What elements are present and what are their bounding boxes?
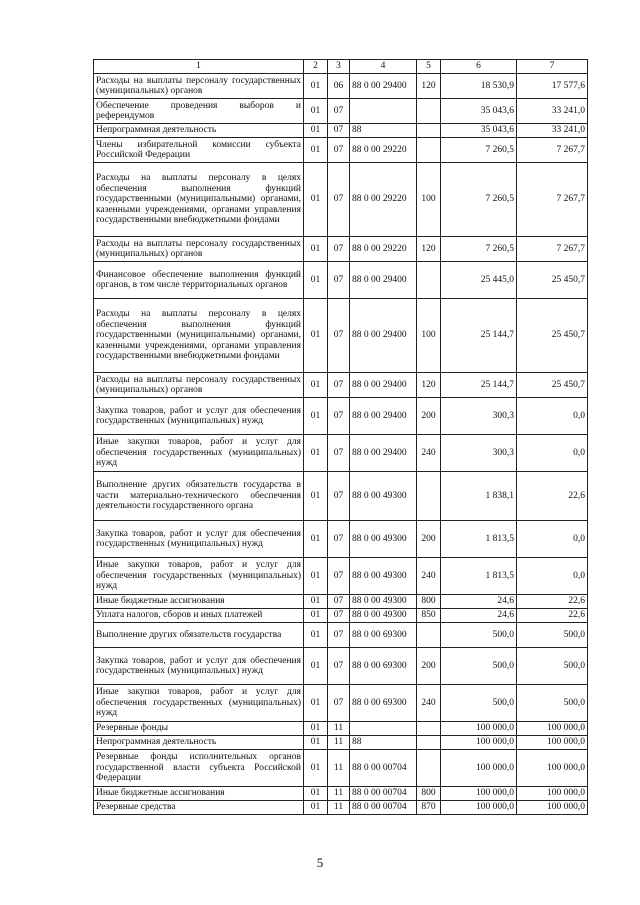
expense-type-code bbox=[417, 124, 441, 138]
amount-col7: 22,6 bbox=[517, 595, 588, 609]
expense-type-code: 120 bbox=[417, 373, 441, 398]
table-row bbox=[94, 163, 588, 237]
section-code: 01 bbox=[304, 138, 328, 163]
amount-col6: 100 000,0 bbox=[441, 787, 517, 801]
section-code: 01 bbox=[304, 648, 328, 685]
table-row bbox=[94, 623, 588, 648]
amount-col7: 500,0 bbox=[517, 623, 588, 648]
amount-col7: 100 000,0 bbox=[517, 801, 588, 815]
table-row bbox=[94, 262, 588, 299]
expense-type-code: 240 bbox=[417, 685, 441, 722]
amount-col7: 100 000,0 bbox=[517, 736, 588, 750]
amount-col6: 1 813,5 bbox=[441, 521, 517, 558]
target-article-code: 88 bbox=[350, 736, 417, 750]
expense-type-code: 200 bbox=[417, 648, 441, 685]
amount-col6: 25 144,7 bbox=[441, 299, 517, 373]
target-article-code: 88 0 00 29400 bbox=[350, 435, 417, 472]
section-code: 01 bbox=[304, 801, 328, 815]
row-name: Иные бюджетные ассигнования bbox=[94, 787, 304, 801]
amount-col6: 24,6 bbox=[441, 609, 517, 623]
row-name: Расходы на выплаты персоналу государственных (муниципальных) органов bbox=[94, 373, 304, 398]
subsection-code: 11 bbox=[328, 722, 350, 736]
amount-col7: 25 450,7 bbox=[517, 373, 588, 398]
table-row bbox=[94, 736, 588, 750]
amount-col7: 22,6 bbox=[517, 472, 588, 521]
column-header: 5 bbox=[417, 60, 441, 74]
table-row bbox=[94, 685, 588, 722]
target-article-code: 88 0 00 00704 bbox=[350, 750, 417, 787]
row-name: Расходы на выплаты персоналу государственных (муниципальных) органов bbox=[94, 237, 304, 262]
subsection-code: 07 bbox=[328, 648, 350, 685]
expense-type-code: 800 bbox=[417, 595, 441, 609]
target-article-code: 88 0 00 69300 bbox=[350, 648, 417, 685]
table-row bbox=[94, 74, 588, 99]
expense-type-code bbox=[417, 736, 441, 750]
section-code: 01 bbox=[304, 373, 328, 398]
subsection-code: 07 bbox=[328, 138, 350, 163]
expense-type-code bbox=[417, 623, 441, 648]
section-code: 01 bbox=[304, 685, 328, 722]
table-row bbox=[94, 299, 588, 373]
section-code: 01 bbox=[304, 237, 328, 262]
table-row bbox=[94, 787, 588, 801]
expense-type-code bbox=[417, 750, 441, 787]
amount-col7: 7 267,7 bbox=[517, 237, 588, 262]
target-article-code: 88 0 00 29400 bbox=[350, 299, 417, 373]
expense-type-code bbox=[417, 262, 441, 299]
amount-col6: 300,3 bbox=[441, 398, 517, 435]
target-article-code: 88 0 00 29220 bbox=[350, 237, 417, 262]
subsection-code: 07 bbox=[328, 623, 350, 648]
expense-type-code: 120 bbox=[417, 74, 441, 99]
amount-col6: 7 260,5 bbox=[441, 237, 517, 262]
row-name: Обеспечение проведения выборов и референдумов bbox=[94, 99, 304, 124]
section-code: 01 bbox=[304, 74, 328, 99]
target-article-code: 88 0 00 00704 bbox=[350, 787, 417, 801]
amount-col7: 100 000,0 bbox=[517, 722, 588, 736]
section-code: 01 bbox=[304, 163, 328, 237]
target-article-code: 88 0 00 29220 bbox=[350, 138, 417, 163]
section-code: 01 bbox=[304, 435, 328, 472]
table-row bbox=[94, 124, 588, 138]
subsection-code: 07 bbox=[328, 237, 350, 262]
table-row bbox=[94, 435, 588, 472]
section-code: 01 bbox=[304, 521, 328, 558]
subsection-code: 07 bbox=[328, 373, 350, 398]
row-name: Иные закупки товаров, работ и услуг для обеспечения государственных (муниципальных) нужд bbox=[94, 558, 304, 595]
target-article-code: 88 0 00 49300 bbox=[350, 609, 417, 623]
amount-col7: 25 450,7 bbox=[517, 299, 588, 373]
column-header: 2 bbox=[304, 60, 328, 74]
amount-col6: 500,0 bbox=[441, 685, 517, 722]
subsection-code: 11 bbox=[328, 801, 350, 815]
target-article-code: 88 bbox=[350, 124, 417, 138]
table-row bbox=[94, 722, 588, 736]
row-name: Иные бюджетные ассигнования bbox=[94, 595, 304, 609]
subsection-code: 07 bbox=[328, 163, 350, 237]
amount-col6: 1 813,5 bbox=[441, 558, 517, 595]
amount-col7: 100 000,0 bbox=[517, 750, 588, 787]
target-article-code: 88 0 00 29400 bbox=[350, 373, 417, 398]
target-article-code: 88 0 00 29220 bbox=[350, 163, 417, 237]
amount-col7: 25 450,7 bbox=[517, 262, 588, 299]
row-name: Финансовое обеспечение выполнения функций органов, в том числе территориальных органов bbox=[94, 262, 304, 299]
section-code: 01 bbox=[304, 787, 328, 801]
target-article-code: 88 0 00 49300 bbox=[350, 595, 417, 609]
target-article-code: 88 0 00 00704 bbox=[350, 801, 417, 815]
table-row bbox=[94, 648, 588, 685]
amount-col7: 0,0 bbox=[517, 435, 588, 472]
expense-type-code: 240 bbox=[417, 435, 441, 472]
subsection-code: 07 bbox=[328, 609, 350, 623]
expense-type-code: 850 bbox=[417, 609, 441, 623]
table-row bbox=[94, 237, 588, 262]
section-code: 01 bbox=[304, 736, 328, 750]
row-name: Закупка товаров, работ и услуг для обеспечения государственных (муниципальных) нужд bbox=[94, 648, 304, 685]
table-row bbox=[94, 398, 588, 435]
subsection-code: 07 bbox=[328, 124, 350, 138]
row-name: Закупка товаров, работ и услуг для обеспечения государственных (муниципальных) нужд bbox=[94, 521, 304, 558]
target-article-code: 88 0 00 69300 bbox=[350, 685, 417, 722]
subsection-code: 07 bbox=[328, 99, 350, 124]
table-row bbox=[94, 521, 588, 558]
amount-col6: 24,6 bbox=[441, 595, 517, 609]
subsection-code: 07 bbox=[328, 299, 350, 373]
amount-col6: 1 838,1 bbox=[441, 472, 517, 521]
expense-type-code: 870 bbox=[417, 801, 441, 815]
expense-type-code bbox=[417, 99, 441, 124]
column-header: 1 bbox=[94, 60, 304, 74]
table-row bbox=[94, 801, 588, 815]
subsection-code: 07 bbox=[328, 472, 350, 521]
row-name: Резервные средства bbox=[94, 801, 304, 815]
target-article-code: 88 0 00 49300 bbox=[350, 558, 417, 595]
amount-col7: 500,0 bbox=[517, 685, 588, 722]
amount-col7: 0,0 bbox=[517, 398, 588, 435]
target-article-code: 88 0 00 49300 bbox=[350, 472, 417, 521]
row-name: Расходы на выплаты персоналу в целях обеспечения выполнения функций государственными (муниципальными) органами, казенными учреждениями, органами управления государственными внебюджетными фондами bbox=[94, 299, 304, 373]
amount-col6: 18 530,9 bbox=[441, 74, 517, 99]
amount-col7: 0,0 bbox=[517, 521, 588, 558]
amount-col6: 35 043,6 bbox=[441, 124, 517, 138]
amount-col6: 25 144,7 bbox=[441, 373, 517, 398]
target-article-code: 88 0 00 29400 bbox=[350, 262, 417, 299]
table-row bbox=[94, 595, 588, 609]
row-name: Расходы на выплаты персоналу государственных (муниципальных) органов bbox=[94, 74, 304, 99]
section-code: 01 bbox=[304, 398, 328, 435]
row-name: Иные закупки товаров, работ и услуг для обеспечения государственных (муниципальных) нужд bbox=[94, 685, 304, 722]
target-article-code: 88 0 00 29400 bbox=[350, 74, 417, 99]
row-name: Резервные фонды bbox=[94, 722, 304, 736]
expense-type-code: 240 bbox=[417, 558, 441, 595]
subsection-code: 07 bbox=[328, 558, 350, 595]
target-article-code bbox=[350, 722, 417, 736]
table-row bbox=[94, 558, 588, 595]
row-name: Непрограммная деятельность bbox=[94, 124, 304, 138]
column-header: 3 bbox=[328, 60, 350, 74]
section-code: 01 bbox=[304, 750, 328, 787]
row-name: Резервные фонды исполнительных органов государственной власти субъекта Российской Федерации bbox=[94, 750, 304, 787]
amount-col7: 33 241,0 bbox=[517, 124, 588, 138]
amount-col6: 100 000,0 bbox=[441, 750, 517, 787]
section-code: 01 bbox=[304, 99, 328, 124]
expense-type-code bbox=[417, 138, 441, 163]
section-code: 01 bbox=[304, 472, 328, 521]
column-header: 6 bbox=[441, 60, 517, 74]
expense-type-code: 100 bbox=[417, 299, 441, 373]
expense-type-code bbox=[417, 472, 441, 521]
row-name: Закупка товаров, работ и услуг для обеспечения государственных (муниципальных) нужд bbox=[94, 398, 304, 435]
column-header: 4 bbox=[350, 60, 417, 74]
section-code: 01 bbox=[304, 595, 328, 609]
subsection-code: 07 bbox=[328, 521, 350, 558]
amount-col7: 0,0 bbox=[517, 558, 588, 595]
target-article-code: 88 0 00 69300 bbox=[350, 623, 417, 648]
section-code: 01 bbox=[304, 623, 328, 648]
amount-col7: 7 267,7 bbox=[517, 163, 588, 237]
table-header-row bbox=[94, 60, 588, 74]
subsection-code: 11 bbox=[328, 750, 350, 787]
amount-col7: 17 577,6 bbox=[517, 74, 588, 99]
row-name: Выполнение других обязательств государства bbox=[94, 623, 304, 648]
table-row bbox=[94, 373, 588, 398]
section-code: 01 bbox=[304, 558, 328, 595]
target-article-code: 88 0 00 29400 bbox=[350, 398, 417, 435]
amount-col6: 7 260,5 bbox=[441, 163, 517, 237]
expense-type-code: 200 bbox=[417, 398, 441, 435]
amount-col6: 100 000,0 bbox=[441, 736, 517, 750]
expense-type-code: 200 bbox=[417, 521, 441, 558]
section-code: 01 bbox=[304, 299, 328, 373]
subsection-code: 11 bbox=[328, 736, 350, 750]
amount-col6: 500,0 bbox=[441, 623, 517, 648]
amount-col7: 100 000,0 bbox=[517, 787, 588, 801]
section-code: 01 bbox=[304, 124, 328, 138]
subsection-code: 11 bbox=[328, 787, 350, 801]
section-code: 01 bbox=[304, 722, 328, 736]
section-code: 01 bbox=[304, 609, 328, 623]
row-name: Уплата налогов, сборов и иных платежей bbox=[94, 609, 304, 623]
expense-type-code: 800 bbox=[417, 787, 441, 801]
subsection-code: 07 bbox=[328, 398, 350, 435]
amount-col6: 100 000,0 bbox=[441, 722, 517, 736]
amount-col6: 300,3 bbox=[441, 435, 517, 472]
expense-type-code: 120 bbox=[417, 237, 441, 262]
row-name: Непрограммная деятельность bbox=[94, 736, 304, 750]
amount-col6: 7 260,5 bbox=[441, 138, 517, 163]
budget-table bbox=[93, 59, 588, 815]
table-row bbox=[94, 750, 588, 787]
table-row bbox=[94, 472, 588, 521]
subsection-code: 06 bbox=[328, 74, 350, 99]
page-number: 5 bbox=[316, 855, 324, 870]
amount-col7: 500,0 bbox=[517, 648, 588, 685]
row-name: Члены избирательной комиссии субъекта Российской Федерации bbox=[94, 138, 304, 163]
expense-type-code bbox=[417, 722, 441, 736]
table-row bbox=[94, 138, 588, 163]
row-name: Расходы на выплаты персоналу в целях обеспечения выполнения функций государственными (муниципальными) органами, казенными учреждениями, органами управления государственными внебюджетными фондами bbox=[94, 163, 304, 237]
expense-type-code: 100 bbox=[417, 163, 441, 237]
amount-col7: 7 267,7 bbox=[517, 138, 588, 163]
amount-col7: 22,6 bbox=[517, 609, 588, 623]
row-name: Иные закупки товаров, работ и услуг для обеспечения государственных (муниципальных) нужд bbox=[94, 435, 304, 472]
column-header: 7 bbox=[517, 60, 588, 74]
table-row bbox=[94, 609, 588, 623]
subsection-code: 07 bbox=[328, 685, 350, 722]
amount-col6: 25 445,0 bbox=[441, 262, 517, 299]
subsection-code: 07 bbox=[328, 595, 350, 609]
target-article-code bbox=[350, 99, 417, 124]
target-article-code: 88 0 00 49300 bbox=[350, 521, 417, 558]
table-row bbox=[94, 99, 588, 124]
amount-col6: 500,0 bbox=[441, 648, 517, 685]
row-name: Выполнение других обязательств государства в части материально-технического обеспечения деятельности государственного органа bbox=[94, 472, 304, 521]
amount-col6: 35 043,6 bbox=[441, 99, 517, 124]
section-code: 01 bbox=[304, 262, 328, 299]
amount-col7: 33 241,0 bbox=[517, 99, 588, 124]
subsection-code: 07 bbox=[328, 262, 350, 299]
subsection-code: 07 bbox=[328, 435, 350, 472]
amount-col6: 100 000,0 bbox=[441, 801, 517, 815]
